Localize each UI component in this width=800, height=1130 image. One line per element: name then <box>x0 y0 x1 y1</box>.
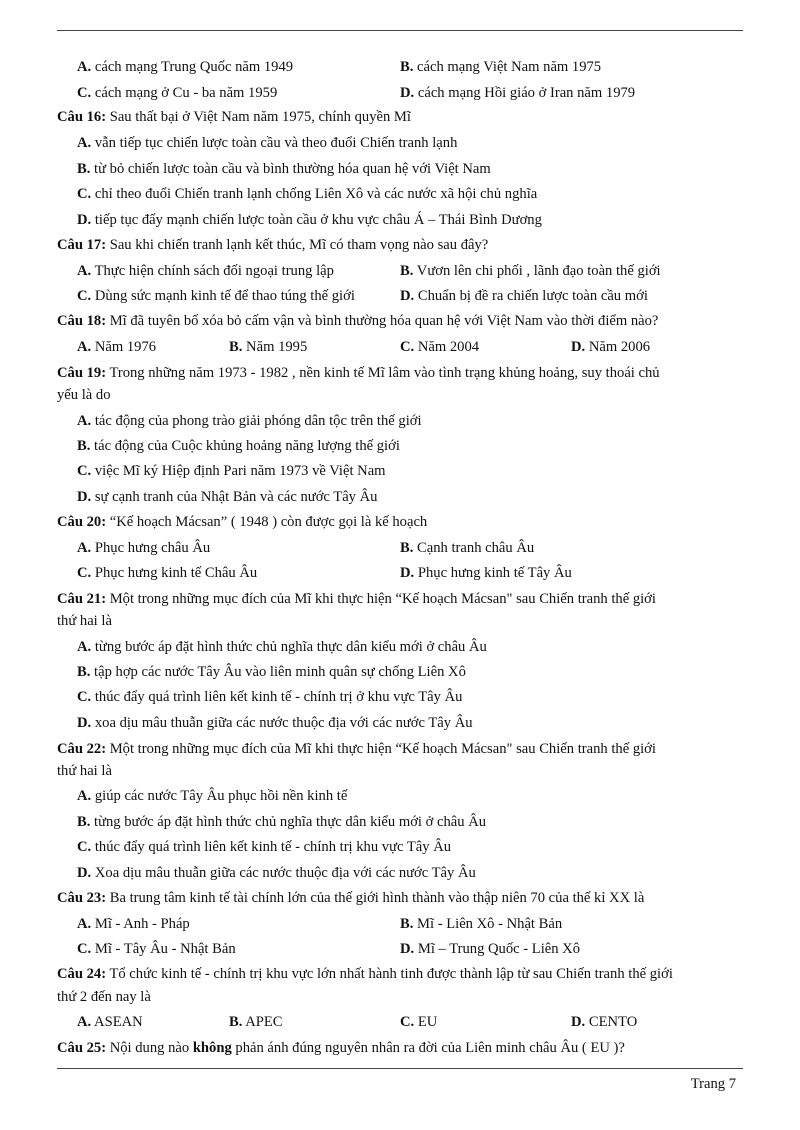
question-24: Câu 24: Tổ chức kinh tế - chính trị khu vực lớn nhất hành tinh được thành lập từ sau Chiến tranh thế giới <box>57 966 673 982</box>
header-rule <box>57 30 743 31</box>
option-d: D. Xoa dịu mâu thuẫn giữa các nước thuộc địa với các nước Tây Âu <box>77 865 476 881</box>
option-b: B. từ bỏ chiến lược toàn cầu và bình thường hóa quan hệ với Việt Nam <box>77 161 491 177</box>
question-25: Câu 25: Nội dung nào không phản ánh đúng nguyên nhân ra đời của Liên minh châu Âu ( EU )? <box>57 1040 625 1056</box>
option-b: B. tập hợp các nước Tây Âu vào liên minh quân sự chống Liên Xô <box>77 664 466 680</box>
option-d: D. xoa dịu mâu thuẫn giữa các nước thuộc địa với các nước Tây Âu <box>77 715 473 731</box>
option-a: A. tác động của phong trào giải phóng dân tộc trên thế giới <box>77 413 422 429</box>
option-d: D. sự cạnh tranh của Nhật Bản và các nước Tây Âu <box>77 489 378 505</box>
option-c: C. EU <box>400 1014 438 1030</box>
option-a: A. Phục hưng châu Âu <box>77 540 211 556</box>
question-20: Câu 20: “Kế hoạch Mácsan” ( 1948 ) còn được gọi là kế hoạch <box>57 514 428 530</box>
option-b: B. cách mạng Việt Nam năm 1975 <box>400 59 602 75</box>
option-a: A. Năm 1976 <box>77 339 157 355</box>
option-a: A. ASEAN <box>77 1014 143 1030</box>
option-b: B. tác động của Cuộc khủng hoảng năng lượng thế giới <box>77 438 400 454</box>
option-d: D. CENTO <box>571 1014 638 1030</box>
option-c: C. Năm 2004 <box>400 339 480 355</box>
option-c: C. cách mạng ở Cu - ba năm 1959 <box>77 85 278 101</box>
option-c: C. việc Mĩ ký Hiệp định Pari năm 1973 về Việt Nam <box>77 463 386 479</box>
option-b: B. Vươn lên chi phối , lãnh đạo toàn thế giới <box>400 263 661 279</box>
option-b: B. Năm 1995 <box>229 339 308 355</box>
option-a: A. giúp các nước Tây Âu phục hồi nền kinh tế <box>77 788 348 804</box>
option-c: C. chỉ theo đuổi Chiến tranh lạnh chống Liên Xô và các nước xã hội chủ nghĩa <box>77 186 538 202</box>
option-a: A. Thực hiện chính sách đối ngoại trung lập <box>77 263 334 279</box>
question-21: Câu 21: Một trong những mục đích của Mĩ khi thực hiện “Kế hoạch Mácsan" sau Chiến tranh thế giới <box>57 591 656 607</box>
question-21-cont: thứ hai là <box>57 613 112 629</box>
option-a: A. cách mạng Trung Quốc năm 1949 <box>77 59 294 75</box>
option-d: D. Năm 2006 <box>571 339 651 355</box>
question-18: Câu 18: Mĩ đã tuyên bố xóa bỏ cấm vận và bình thường hóa quan hệ với Việt Nam vào thời điểm nào? <box>57 313 659 329</box>
option-c: C. thúc đẩy quá trình liên kết kinh tế - chính trị ở khu vực Tây Âu <box>77 689 463 705</box>
option-d: D. Chuẩn bị đề ra chiến lược toàn cầu mới <box>400 288 648 304</box>
option-c: C. thúc đẩy quá trình liên kết kinh tế - chính trị khu vực Tây Âu <box>77 839 452 855</box>
option-c: C. Dùng sức mạnh kinh tế để thao túng thế giới <box>77 288 355 304</box>
footer-rule <box>57 1068 743 1069</box>
option-b: B. APEC <box>229 1014 283 1030</box>
option-d: D. tiếp tục đẩy mạnh chiến lược toàn cầu ở khu vực châu Á – Thái Bình Dương <box>77 212 542 228</box>
question-22-cont: thứ hai là <box>57 763 112 779</box>
option-c: C. Mĩ - Tây Âu - Nhật Bản <box>77 941 236 957</box>
question-19-cont: yếu là do <box>57 387 111 403</box>
question-24-cont: thứ 2 đến nay là <box>57 989 151 1005</box>
option-a: A. vẫn tiếp tục chiến lược toàn cầu và theo đuổi Chiến tranh lạnh <box>77 135 458 151</box>
question-23: Câu 23: Ba trung tâm kinh tế tài chính lớn của thế giới hình thành vào thập niên 70 của thế kỉ XX là <box>57 890 645 906</box>
option-c: C. Phục hưng kinh tế Châu Âu <box>77 565 258 581</box>
option-b: B. Mĩ - Liên Xô - Nhật Bản <box>400 916 563 932</box>
option-d: D. Mĩ – Trung Quốc - Liên Xô <box>400 941 581 957</box>
question-17: Câu 17: Sau khi chiến tranh lạnh kết thúc, Mĩ có tham vọng nào sau đây? <box>57 237 489 253</box>
question-19: Câu 19: Trong những năm 1973 - 1982 , nền kinh tế Mĩ lâm vào tình trạng khủng hoảng, suy thoái chủ <box>57 365 660 381</box>
option-b: B. Cạnh tranh châu Âu <box>400 540 535 556</box>
question-22: Câu 22: Một trong những mục đích của Mĩ khi thực hiện “Kế hoạch Mácsan" sau Chiến tranh thế giới <box>57 741 656 757</box>
option-d: D. Phục hưng kinh tế Tây Âu <box>400 565 572 581</box>
page-number: Trang 7 <box>690 1076 736 1092</box>
question-16: Câu 16: Sau thất bại ở Việt Nam năm 1975, chính quyền Mĩ <box>57 109 411 125</box>
option-d: D. cách mạng Hồi giáo ở Iran năm 1979 <box>400 85 636 101</box>
option-b: B. từng bước áp đặt hình thức chủ nghĩa thực dân kiểu mới ở châu Âu <box>77 814 487 830</box>
option-a: A. Mĩ - Anh - Pháp <box>77 916 190 932</box>
option-a: A. từng bước áp đặt hình thức chủ nghĩa thực dân kiểu mới ở châu Âu <box>77 639 487 655</box>
